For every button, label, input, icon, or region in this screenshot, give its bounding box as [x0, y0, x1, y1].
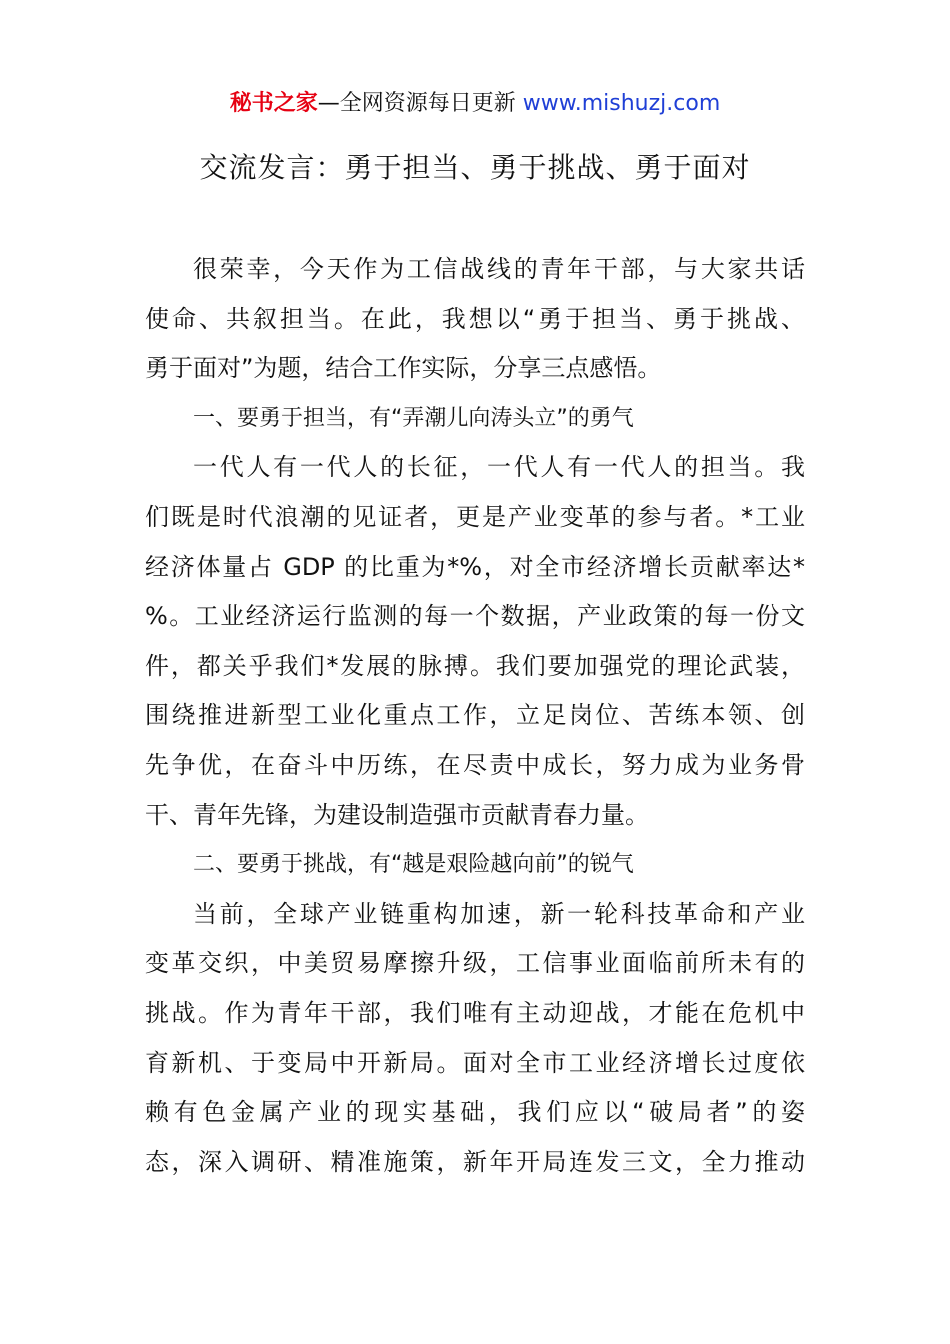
- paragraph-line: 育新机、于变局中开新局。面对全市工业经济增长过度依: [145, 1048, 805, 1077]
- brand-name: 秘书之家: [229, 91, 318, 116]
- paragraph-line: 件，都关乎我们*发展的脉搏。我们要加强党的理论武装，: [145, 651, 805, 680]
- paragraph-line: 使命、共叙担当。在此，我想以“勇于担当、勇于挑战、: [145, 304, 805, 333]
- document-body: [145, 245, 805, 1187]
- document-title: 交流发言：勇于担当、勇于挑战、勇于面对: [199, 151, 751, 184]
- paragraph-line: 很荣幸，今天作为工信战线的青年干部，与大家共话: [193, 255, 805, 283]
- paragraph-line: 赖有色金属产业的现实基础，我们应以“破局者”的姿: [145, 1098, 805, 1127]
- site-header: [0, 86, 950, 122]
- site-url-link[interactable]: www.mishuzj.com: [522, 91, 721, 116]
- paragraph-line: 们既是时代浪潮的见证者，更是产业变革的参与者。*工业: [145, 502, 805, 531]
- section-heading-1: 一、要勇于担当，有“弄潮儿向涛头立”的勇气: [193, 405, 634, 431]
- paragraph-line: 一代人有一代人的长征，一代人有一代人的担当。我: [193, 453, 805, 482]
- paragraph-line: 变革交织，中美贸易摩擦升级，工信事业面临前所未有的: [145, 949, 805, 978]
- header-tagline: —全网资源每日更新: [317, 91, 523, 116]
- paragraph-line: 经济体量占 GDP 的比重为*%，对全市经济增长贡献率达*: [145, 552, 805, 581]
- paragraph-line: 先争优，在奋斗中历练，在尽责中成长，努力成为业务骨: [145, 750, 805, 779]
- paragraph-line: 勇于面对”为题，结合工作实际，分享三点感悟。: [145, 354, 662, 383]
- paragraph-line: 挑战。作为青年干部，我们唯有主动迎战，才能在危机中: [145, 998, 805, 1027]
- paragraph-line: 干、青年先锋，为建设制造强市贡献青春力量。: [145, 800, 649, 829]
- paragraph-line: %。工业经济运行监测的每一个数据，产业政策的每一份文: [145, 602, 805, 631]
- section-heading-2: 二、要勇于挑战，有“越是艰险越向前”的锐气: [193, 852, 634, 878]
- paragraph-line: 围绕推进新型工业化重点工作，立足岗位、苦练本领、创: [145, 701, 805, 730]
- paragraph-line: 态，深入调研、精准施策，新年开局连发三文，全力推动: [145, 1147, 805, 1176]
- paragraph-line: 当前，全球产业链重构加速，新一轮科技革命和产业: [193, 899, 805, 928]
